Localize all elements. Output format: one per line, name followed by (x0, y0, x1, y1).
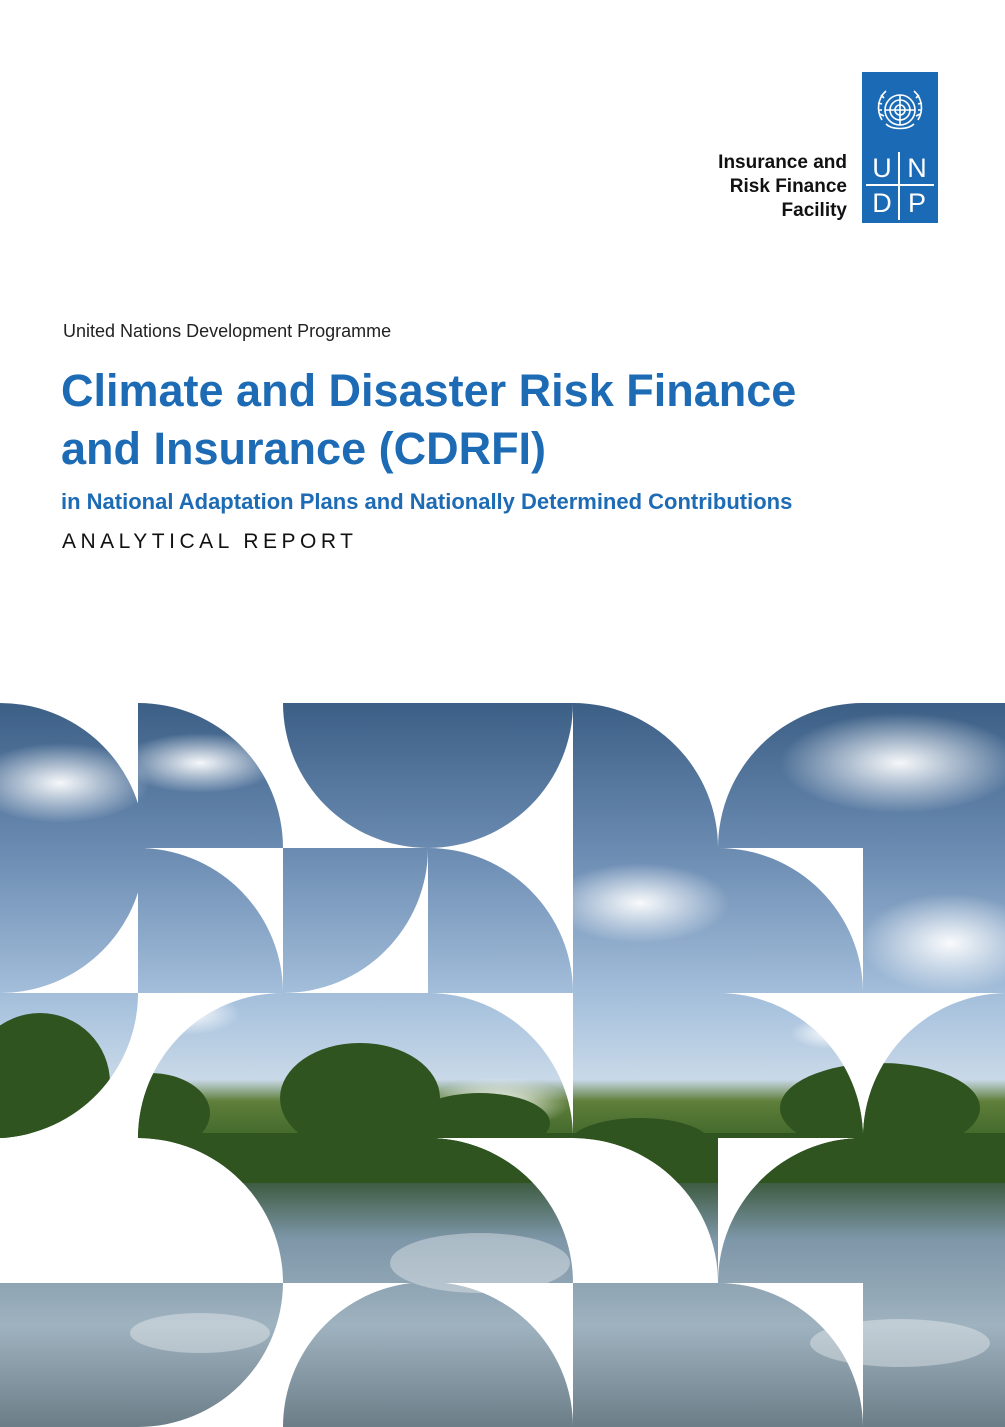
facility-line-3: Facility (781, 200, 847, 221)
title-line-1: Climate and Disaster Risk Finance (61, 365, 797, 416)
undp-logo (862, 72, 938, 223)
undp-letter-grid (866, 152, 934, 220)
report-subtitle: in National Adaptation Plans and Nationally Determined Contributions (61, 489, 793, 514)
brand-block (718, 72, 938, 223)
un-emblem-icon (870, 80, 930, 140)
facility-line-2: Risk Finance (729, 176, 847, 197)
facility-name (718, 151, 847, 223)
report-type-label: ANALYTICAL REPORT (62, 530, 358, 553)
river-landscape-mosaic (0, 703, 1005, 1427)
title-line-2: and Insurance (CDRFI) (61, 423, 547, 474)
organization-name: United Nations Development Programme (63, 321, 392, 341)
logo-letter-n: N (900, 152, 934, 186)
scene-background (0, 703, 1005, 1427)
report-title (61, 362, 796, 478)
logo-letter-u: U (866, 152, 900, 186)
logo-letter-p: P (907, 187, 926, 218)
logo-letter-d: D (866, 186, 900, 220)
facility-line-1: Insurance and (718, 152, 847, 173)
